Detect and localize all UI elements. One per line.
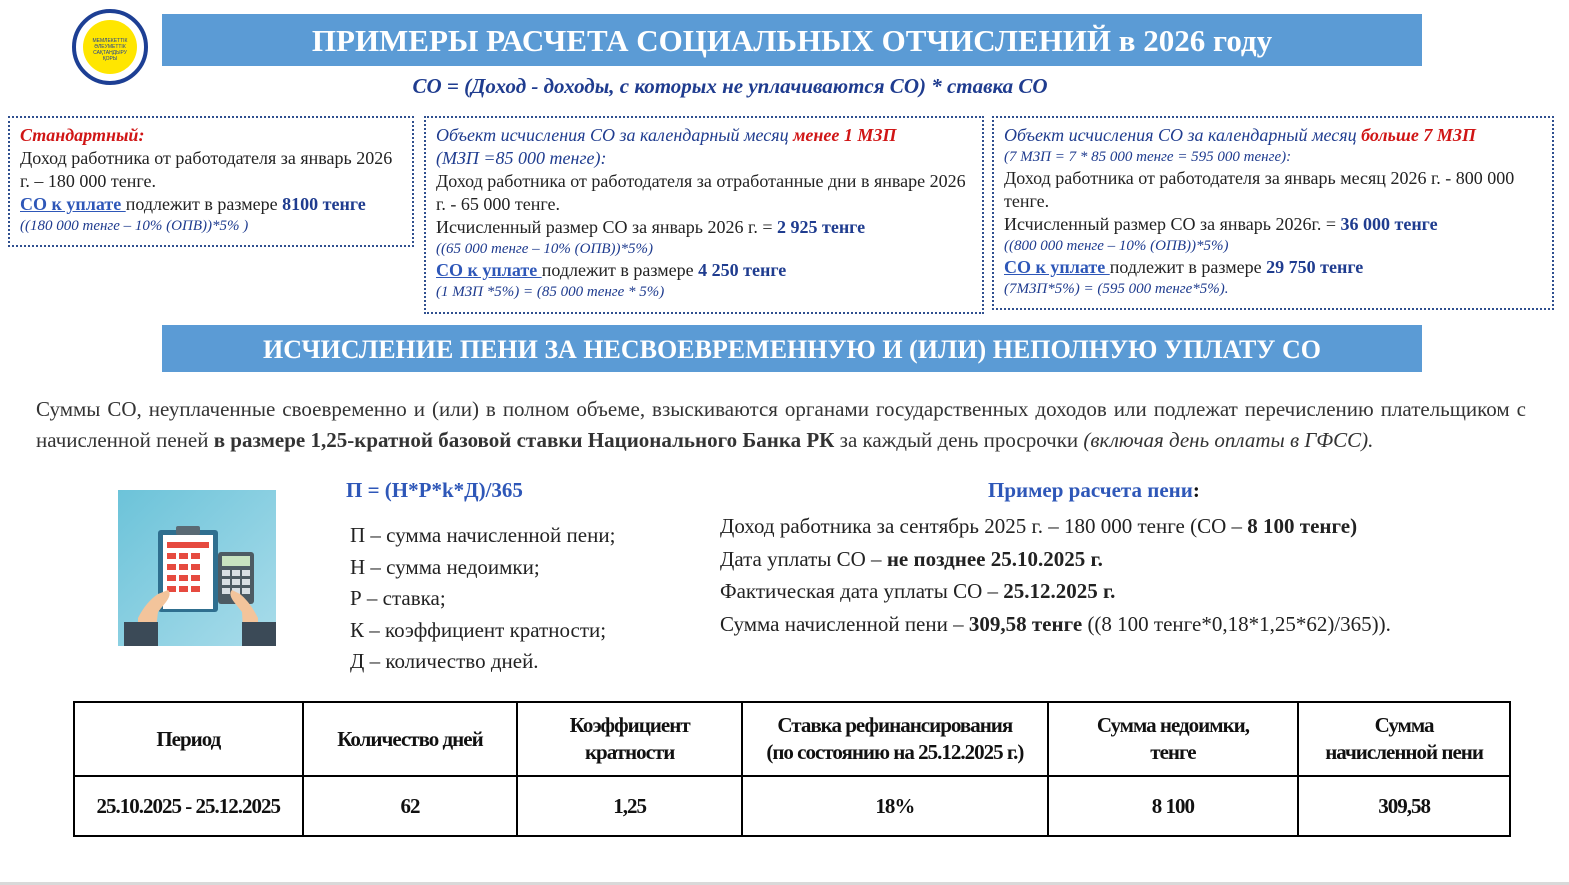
- table-header-row: [74, 702, 1510, 776]
- box2-calc: [436, 216, 972, 239]
- logo-text-1: МЕМЛЕКЕТТІК: [92, 38, 128, 44]
- box2-pay-text: подлежит в размере: [541, 260, 699, 280]
- formula-legend: [350, 520, 615, 678]
- example-max-box: [992, 116, 1554, 310]
- header-text: тенге: [1150, 740, 1196, 764]
- example-line-text: Дата уплаты СО –: [720, 546, 887, 571]
- box3-calc: [1004, 213, 1542, 236]
- header-text: Сумма: [1374, 713, 1434, 737]
- header-text: Ставка рефинансирования: [777, 713, 1013, 737]
- example-line-value: не позднее 25.10.2025 г.: [886, 546, 1103, 571]
- box2-calc-note: ((65 000 тенге – 10% (ОПВ))*5%): [436, 241, 653, 257]
- example-standard-box: [8, 116, 414, 247]
- penalty-table: [73, 701, 1511, 837]
- legend-item: К – коэффициент кратности;: [350, 617, 607, 642]
- box2-title: [436, 124, 972, 147]
- example-line-text: Доход работника за сентябрь 2025 г. – 180 000 тенге (СО –: [720, 514, 1248, 538]
- box1-pay-label: СО к уплате: [20, 194, 126, 214]
- legend-item: Р – ставка;: [350, 586, 446, 610]
- penalty-text-mid: за каждый день просрочки: [834, 428, 1084, 452]
- box3-title-highlight: больше 7 МЗП: [1361, 125, 1476, 145]
- box2-calc-label: Исчисленный размер СО за январь 2026 г. =: [436, 217, 777, 237]
- box3-pay-amount: 29 750 тенге: [1266, 257, 1364, 277]
- box3-title: [1004, 124, 1542, 147]
- box3-payment: [1004, 256, 1542, 279]
- box2-pay-note: (1 МЗП *5%) = (85 000 тенге * 5%): [436, 284, 665, 300]
- column-header-coefficient: [517, 702, 742, 776]
- example-line-value: 25.12.2025 г.: [1003, 579, 1116, 603]
- box3-pay-text: подлежит в размере: [1109, 257, 1267, 277]
- penalty-text-italic: (включая день оплаты в ГФСС).: [1083, 428, 1374, 452]
- penalty-text-bold: в размере 1,25-кратной базовой ставки Национального Банка РК: [213, 428, 835, 452]
- penalty-description: [36, 394, 1526, 456]
- logo-text-4: ҚОРЫ: [102, 56, 118, 62]
- calculator-illustration: [118, 490, 276, 646]
- logo-text-2: ӘЛЕУМЕТТІК: [94, 44, 126, 50]
- box2-pay-amount: 4 250 тенге: [698, 260, 787, 280]
- box1-pay-text: подлежит в размере: [125, 194, 283, 214]
- box1-pay-amount: 8100 тенге: [282, 194, 366, 214]
- example-line-income: [720, 510, 1391, 543]
- box3-title-part2: (7 МЗП = 7 * 85 000 тенге = 595 000 тенге):: [1004, 149, 1292, 165]
- box2-payment: [436, 259, 972, 282]
- header-text: (по состоянию на 25.12.2025 г.): [766, 740, 1024, 764]
- example-title-text: Пример расчета пени: [988, 478, 1193, 502]
- example-line-value: 309,58 тенге: [968, 611, 1083, 636]
- cell-arrears: 8 100: [1048, 776, 1299, 836]
- cell-period: 25.10.2025 - 25.12.2025: [74, 776, 303, 836]
- example-line-penalty: [720, 608, 1391, 641]
- penalty-formula: П = (Н*Р*k*Д)/365: [346, 478, 523, 502]
- box3-title-part1: Объект исчисления СО за календарный месяц: [1004, 125, 1362, 145]
- box3-income: Доход работника от работодателя за январь месяц 2026 г. - 800 000 тенге.: [1004, 168, 1515, 211]
- box2-income: Доход работника от работодателя за отработанные дни в январе 2026 г. - 65 000 тенге.: [436, 171, 966, 214]
- box3-pay-label: СО к уплате: [1004, 257, 1110, 277]
- example-line-text: Фактическая дата уплаты СО –: [720, 579, 1004, 603]
- so-formula: СО = (Доход - доходы, с которых не уплачиваются СО) * ставка СО: [412, 74, 1048, 98]
- box2-pay-label: СО к уплате: [436, 260, 542, 280]
- box2-title-part1: Объект исчисления СО за календарный месяц: [436, 125, 794, 145]
- header-text: Период: [156, 726, 221, 751]
- box1-calc: ((180 000 тенге – 10% (ОПВ))*5% ): [20, 218, 249, 234]
- legend-item: П – сумма начисленной пени;: [350, 523, 616, 547]
- box3-calc-note: ((800 000 тенге – 10% (ОПВ))*5%): [1004, 238, 1229, 254]
- example-line-tail: ((8 100 тенге*0,18*1,25*62)/365)).: [1082, 611, 1391, 636]
- box3-calc-amount: 36 000 тенге: [1340, 214, 1438, 234]
- box1-income: Доход работника от работодателя за январь 2026 г. – 180 000 тенге.: [20, 148, 393, 191]
- header-text: Коэффициент: [569, 713, 690, 737]
- penalty-text-start: Суммы СО, неуплаченные своевременно и (или) в полном объеме, взыскиваются органами государственных доходов или подлежат перечислению плательщиком с начисленной пеней: [36, 397, 1526, 452]
- column-header-penalty: [1298, 702, 1510, 776]
- column-header-period: [74, 702, 303, 776]
- penalty-example-title: [988, 478, 1200, 503]
- header-text: кратности: [584, 740, 675, 764]
- cell-days: 62: [303, 776, 518, 836]
- box3-calc-label: Исчисленный размер СО за январь 2026г. =: [1004, 214, 1341, 234]
- column-header-days: [303, 702, 518, 776]
- box1-title: Стандартный:: [20, 125, 145, 145]
- box2-title-part2: (МЗП =85 000 тенге):: [436, 148, 607, 168]
- cell-coefficient: 1,25: [517, 776, 742, 836]
- example-line-value: 8 100 тенге): [1247, 514, 1358, 538]
- example-line-due-date: [720, 543, 1391, 576]
- box3-pay-note: (7МЗП*5%) = (595 000 тенге*5%).: [1004, 281, 1229, 297]
- column-header-rate: [742, 702, 1048, 776]
- box2-title-highlight: менее 1 МЗП: [793, 125, 897, 145]
- cell-penalty: 309,58: [1298, 776, 1510, 836]
- penalty-example: [720, 510, 1391, 640]
- header-text: Сумма недоимки,: [1096, 713, 1250, 737]
- logo-text-3: САҚТАНДЫРУ: [93, 50, 127, 56]
- header-text: Количество дней: [337, 726, 483, 751]
- example-line-actual-date: [720, 575, 1391, 608]
- legend-item: Н – сумма недоимки;: [350, 554, 540, 579]
- column-header-arrears: [1048, 702, 1299, 776]
- example-min-box: [424, 116, 984, 314]
- penalty-section-title: ИСЧИСЛЕНИЕ ПЕНИ ЗА НЕСВОЕВРЕМЕННУЮ И (ИЛИ) НЕПОЛНУЮ УПЛАТУ СО: [162, 325, 1422, 372]
- example-title-colon: :: [1192, 478, 1200, 502]
- page-title: ПРИМЕРЫ РАСЧЕТА СОЦИАЛЬНЫХ ОТЧИСЛЕНИЙ в 2026 году: [162, 14, 1422, 66]
- box1-payment: [20, 193, 402, 216]
- box2-calc-amount: 2 925 тенге: [776, 217, 866, 237]
- cell-rate: 18%: [742, 776, 1048, 836]
- example-line-text: Сумма начисленной пени –: [720, 611, 969, 636]
- header-text: начисленной пени: [1325, 740, 1483, 764]
- legend-item: Д – количество дней.: [350, 649, 539, 673]
- table-row: [74, 776, 1510, 836]
